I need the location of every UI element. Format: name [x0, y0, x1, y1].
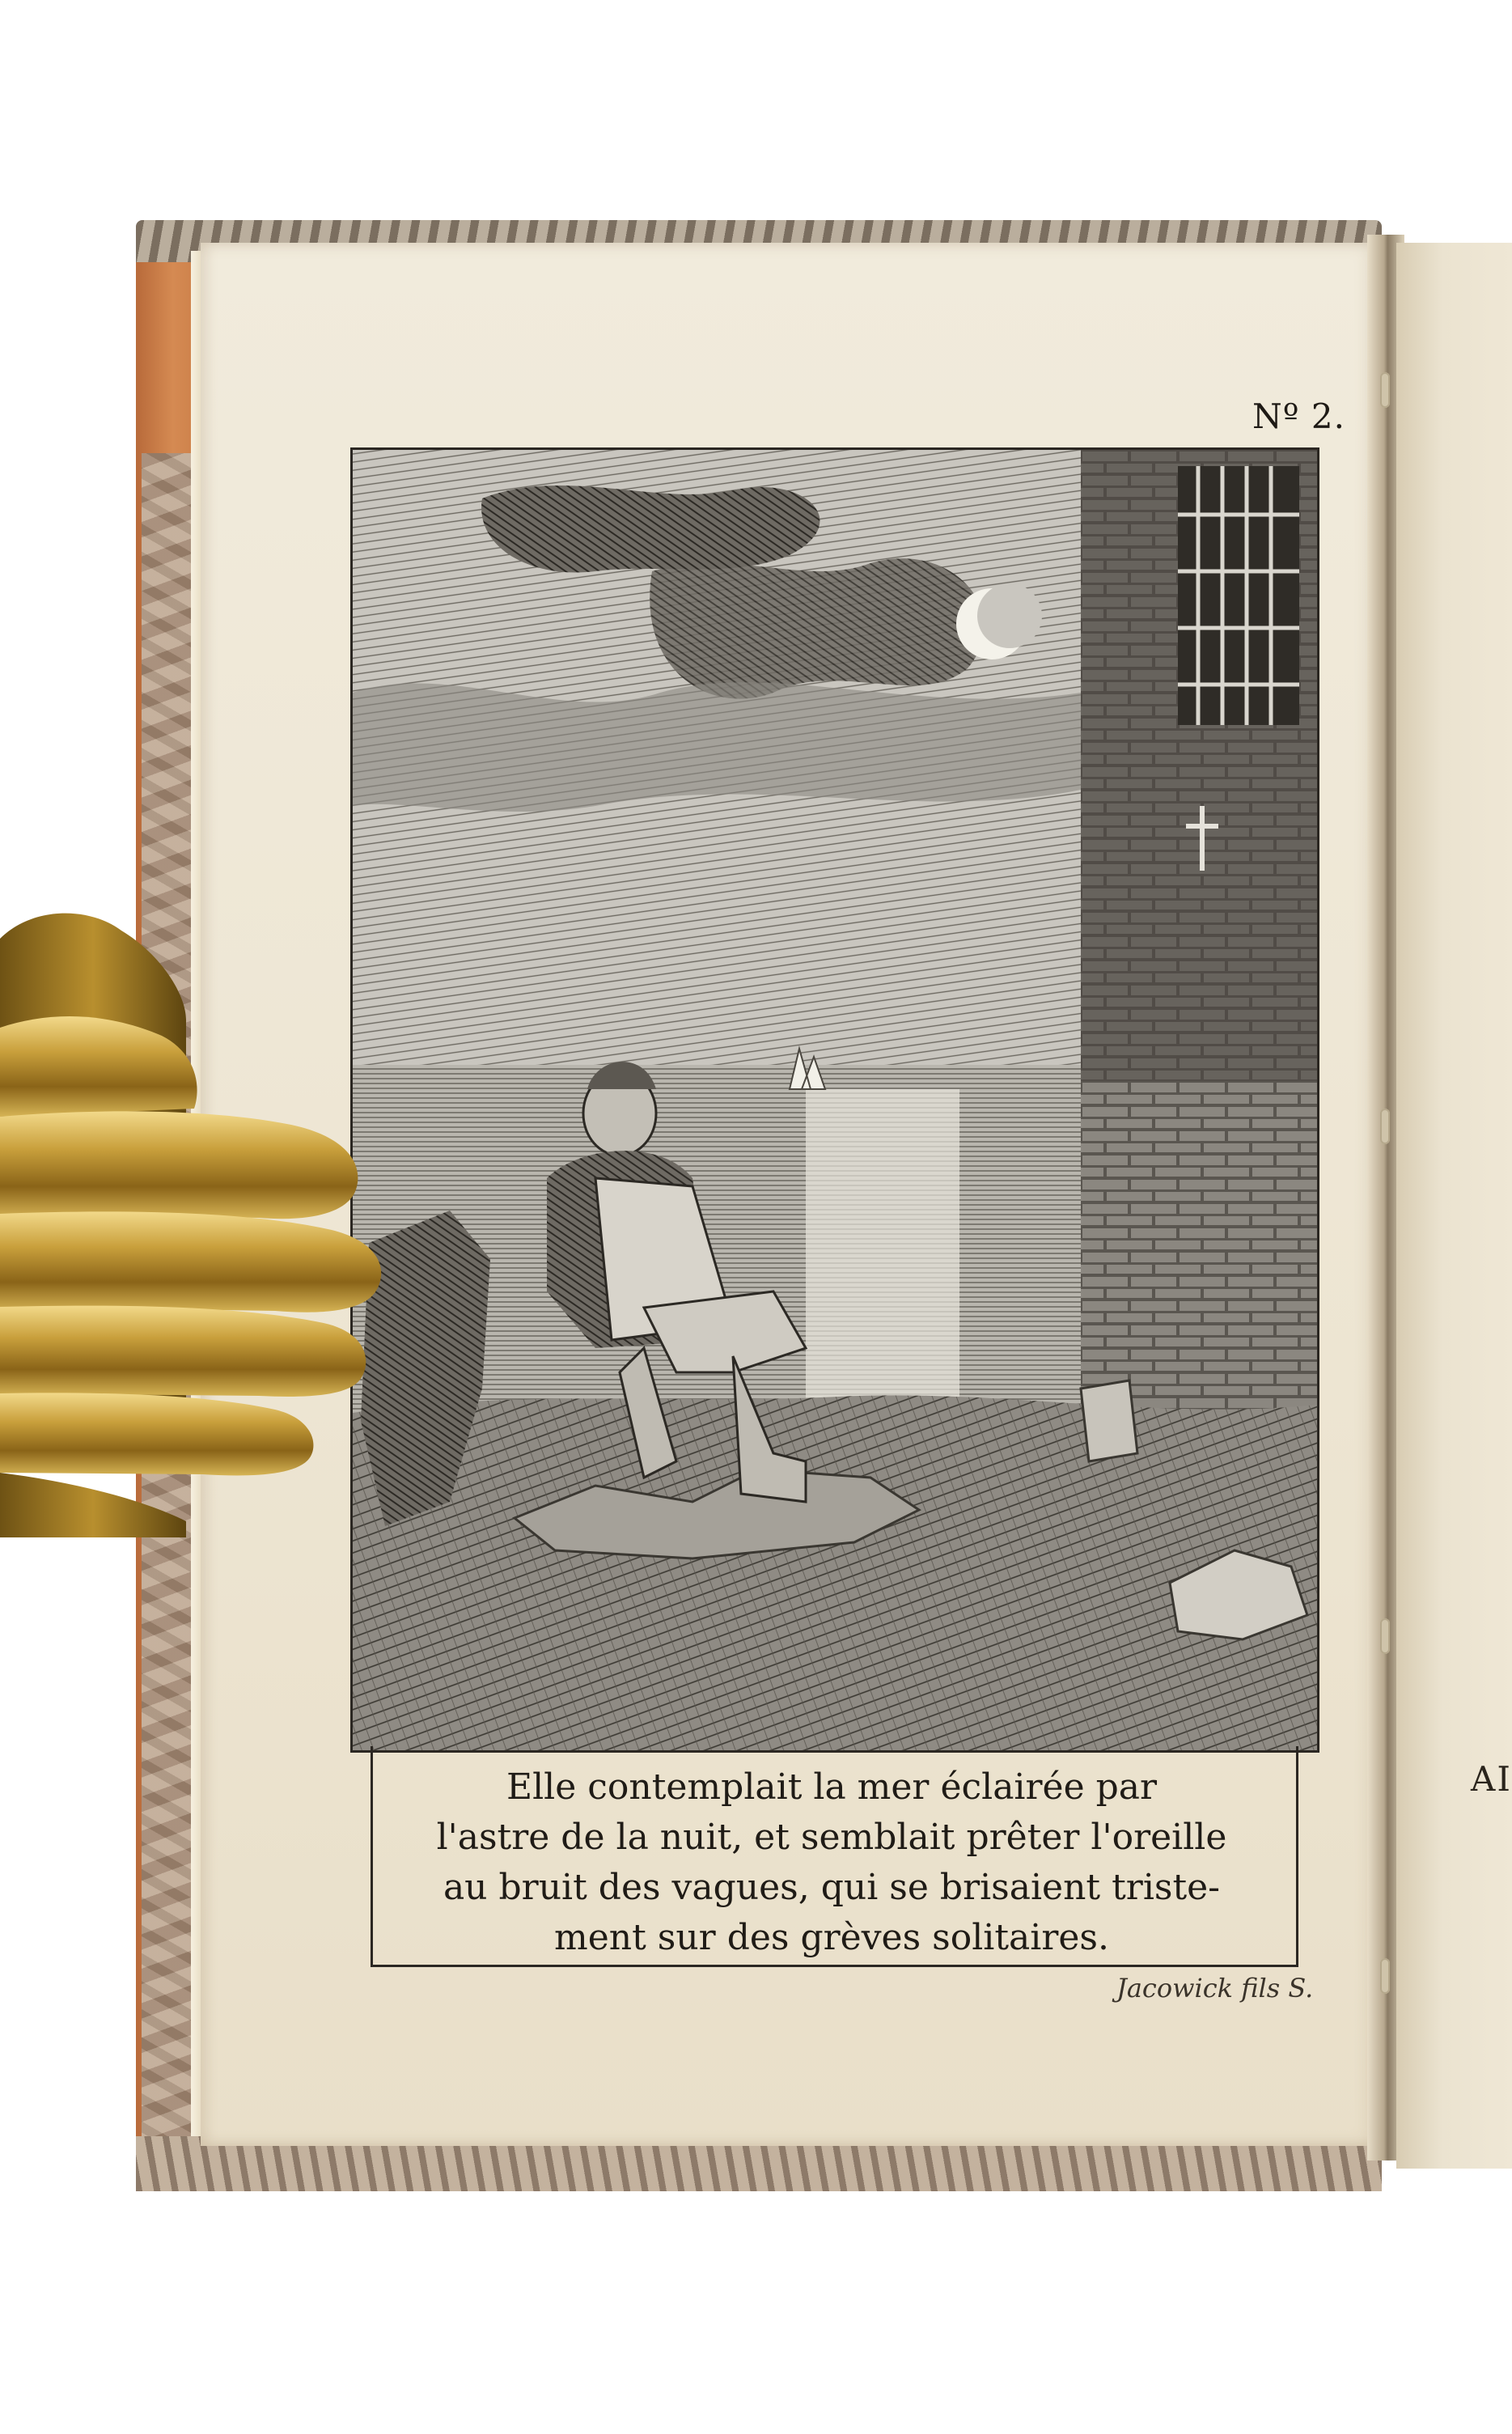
stone-post: [1081, 1380, 1137, 1461]
moon-reflection: [806, 1089, 959, 1429]
finger: [0, 1306, 366, 1397]
caption-line: Elle contemplait la mer éclairée par: [506, 1766, 1158, 1808]
right-page-text-fragment: AI: [1471, 1759, 1512, 1799]
engraving-illustration: [350, 447, 1319, 1753]
finger: [0, 1393, 313, 1475]
caption-line: ment sur des grèves solitaires.: [553, 1917, 1110, 1958]
finger: [0, 1111, 358, 1219]
binding-stitch: [1380, 1109, 1390, 1144]
finger: [0, 1211, 381, 1312]
cloud-dark: [481, 486, 820, 573]
binding-stitch: [1380, 372, 1390, 408]
ground: [353, 1395, 1317, 1750]
engraving-artwork: [353, 450, 1317, 1750]
engraver-signature: Jacowick fils S.: [1116, 1973, 1314, 2004]
binding-stitch: [1380, 1958, 1390, 1994]
cloud-band: [353, 682, 1081, 812]
moon-shadow: [977, 583, 1042, 648]
caption-line: l'astre de la nuit, et semblait prêter l'oreille: [436, 1817, 1227, 1858]
caption: [387, 1762, 1277, 1963]
right-page: [1396, 243, 1512, 2169]
caption-line: au bruit des vagues, qui se brisaient triste-: [443, 1867, 1221, 1908]
plate-number: Nº 2.: [1252, 396, 1345, 436]
cloud-dark: [650, 558, 984, 699]
binding-stitch: [1380, 1618, 1390, 1654]
hand-cuff: [0, 1473, 186, 1537]
brass-hand-holder: [0, 0, 453, 1537]
